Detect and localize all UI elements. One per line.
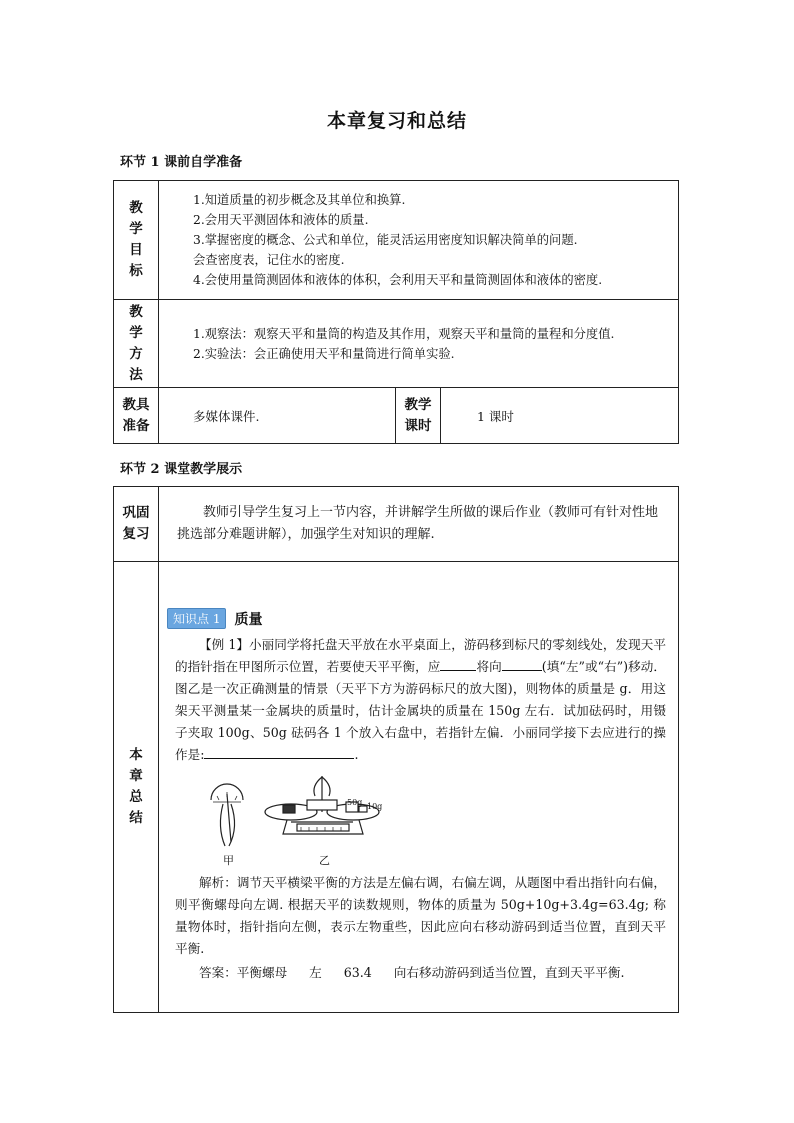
tools-row [114,388,679,444]
tools-label: 教具 准备 [114,388,159,444]
review-row [114,487,679,562]
review-text: 教师引导学生复习上一节内容，并讲解学生所做的课后作业（教师可有针对性地挑选部分难题讲解），加强学生对知识的理解. [177,505,659,542]
goal-item: 会查密度表，记住水的密度. [193,253,345,267]
example-question: 【例 1】小丽同学将托盘天平放在水平桌面上，游码移到标尺的零刻线处，发现天平的指针指在甲图所示位置，若要使天平平衡，应 将向 (填“左”或“右”)移动．图乙是一次正确测量的情景（天平下方为游码标尺的放大图)，则物体的质量是 g．用这架天平测量某一金属块的质量时，估计金属块的质量在 150g 左右．试加砝码时，用镊子夹取 100g、50g 砝码各 1 个放入右盘中，若指针左偏．小丽同学接下去应进行的操作是: . [175,637,667,762]
method-item: 1.观察法：观察天平和量筒的构造及其作用，观察天平和量筒的量程和分度值. [193,326,615,341]
section-1-heading: 环节 1 课前自学准备 [120,155,243,170]
goals-label: 教 学 目 标 [114,181,159,300]
answer-line: 答案：平衡螺母 左 63.4 向右移动游码到适当位置，直到天平平衡. [199,965,625,980]
page-title: 本章复习和总结 [326,110,467,132]
review-content [159,487,679,562]
goal-item: 1.知道质量的初步概念及其单位和换算. [193,193,406,207]
answer-blank [440,656,476,671]
answer-blank [204,744,354,759]
summary-label: 本 章 总 结 [114,562,159,1013]
goal-item: 3.掌握密度的概念、公式和单位，能灵活运用密度知识解决简单的问题. [193,233,578,247]
time-label: 教学 课时 [396,388,441,444]
methods-content [159,300,679,388]
tools-value: 多媒体课件. [159,388,396,444]
summary-row [114,562,679,1013]
figure-label-a: 甲 [223,854,234,867]
methods-row [114,300,679,388]
knowledge-point-badge: 知识点 1 [167,608,226,629]
class-table [113,486,679,1013]
answer-blank [502,656,542,671]
goal-item: 2.会用天平测固体和液体的质量. [193,213,369,227]
goals-content [159,181,679,300]
method-item: 2.实验法：会正确使用天平和量筒进行简单实验. [193,346,455,361]
weight-label-10g: 10g [367,802,383,811]
weight-label-50g: 50g [347,798,363,807]
time-value: 1 课时 [441,388,679,444]
goals-row [114,181,679,300]
prep-table [113,180,679,444]
summary-content [159,562,679,1013]
review-label: 巩固 复习 [114,487,159,562]
section-2-heading: 环节 2 课堂教学展示 [120,462,243,477]
balance-figure [159,772,678,870]
goal-item: 4.会使用量筒测固体和液体的体积，会利用天平和量筒测固体和液体的密度. [193,273,603,287]
knowledge-point-header [159,608,678,634]
analysis-text: 解析：调节天平横梁平衡的方法是左偏右调，右偏左调，从题图中看出指针向右偏，则平衡螺母向左调. 根据天平的读数规则，物体的质量为 50g+10g+3.4g=63.4g; 称量物体时，指针指向左侧，表示左物重些，因此应向右移动游码到适当位置，直到天平平衡. [175,875,666,956]
methods-label: 教 学 方 法 [114,300,159,388]
knowledge-point-title: 质量 [234,611,263,628]
figure-label-b: 乙 [319,854,330,867]
